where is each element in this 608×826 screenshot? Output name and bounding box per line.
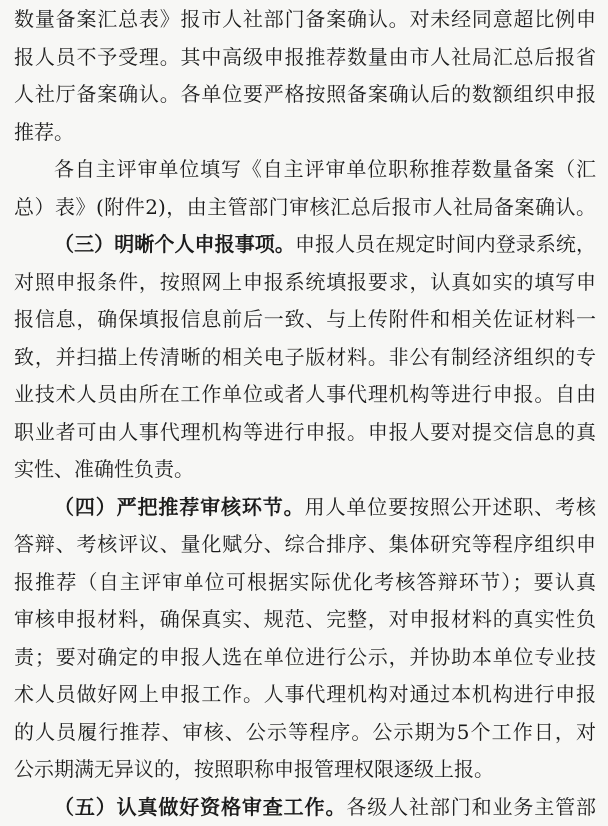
body-line-13: 实性、准确性负责。	[14, 457, 194, 481]
body-line-5: 各自主评审单位填写《自主评审单位职称推荐数量备案（汇	[54, 157, 596, 181]
body-line-1: 数量备案汇总表》报市人社部门备案确认。对未经同意超比例申	[14, 7, 596, 31]
section-heading-4: （四）严把推荐审核环节。	[54, 495, 305, 519]
body-line-3: 人社厅备案确认。各单位要严格按照备案确认后的数额组织申报	[14, 82, 596, 106]
section-heading-5: （五）认真做好资格审查工作。	[54, 795, 347, 819]
section-4-text: 用人单位要按照公开述职、考核	[304, 495, 597, 519]
body-line-15: 答辩、考核评议、量化赋分、综合排序、集体研究等程序组织申	[14, 532, 596, 556]
section-3-text: 申报人员在规定时间内登录系统，	[294, 232, 597, 256]
paragraph-5-first-line	[54, 790, 596, 824]
body-line-18: 责；要对确定的申报人选在单位进行公示，并协助本单位专业技	[14, 645, 596, 669]
body-line-10: 致，并扫描上传清晰的相关电子版材料。非公有制经济组织的专	[14, 345, 596, 369]
paragraph-4-first-line	[54, 490, 596, 524]
body-line-17: 审核申报材料，确保真实、规范、完整，对申报材料的真实性负	[14, 607, 596, 631]
section-5-text: 各级人社部门和业务主管部	[346, 795, 597, 819]
body-line-11: 业技术人员由所在工作单位或者人事代理机构等进行申报。自由	[14, 382, 596, 406]
body-line-4: 推荐。	[14, 120, 74, 144]
body-line-6: 总）表》(附件2)，由主管部门审核汇总后报市人社局备案确认。	[14, 195, 596, 219]
body-line-20: 的人员履行推荐、审核、公示等程序。公示期为5个工作日，对	[14, 720, 596, 744]
body-line-19: 术人员做好网上申报工作。人事代理机构对通过本机构进行申报	[14, 682, 596, 706]
body-line-12: 职业者可由人事代理机构等进行申报。申报人要对提交信息的真	[14, 420, 596, 444]
section-heading-3: （三）明晰个人申报事项。	[54, 232, 295, 256]
body-line-8: 对照申报条件，按照网上申报系统填报要求，认真如实的填写申	[14, 270, 596, 294]
body-line-16: 报推荐（自主评审单位可根据实际优化考核答辩环节）；要认真	[14, 570, 596, 594]
body-line-9: 报信息，确保填报信息前后一致、与上传附件和相关佐证材料一	[14, 307, 596, 331]
body-line-2: 报人员不予受理。其中高级申报推荐数量由市人社局汇总后报省	[14, 45, 596, 69]
paragraph-3-first-line	[54, 227, 596, 261]
body-line-21: 公示期满无异议的，按照职称申报管理权限逐级上报。	[14, 757, 494, 781]
